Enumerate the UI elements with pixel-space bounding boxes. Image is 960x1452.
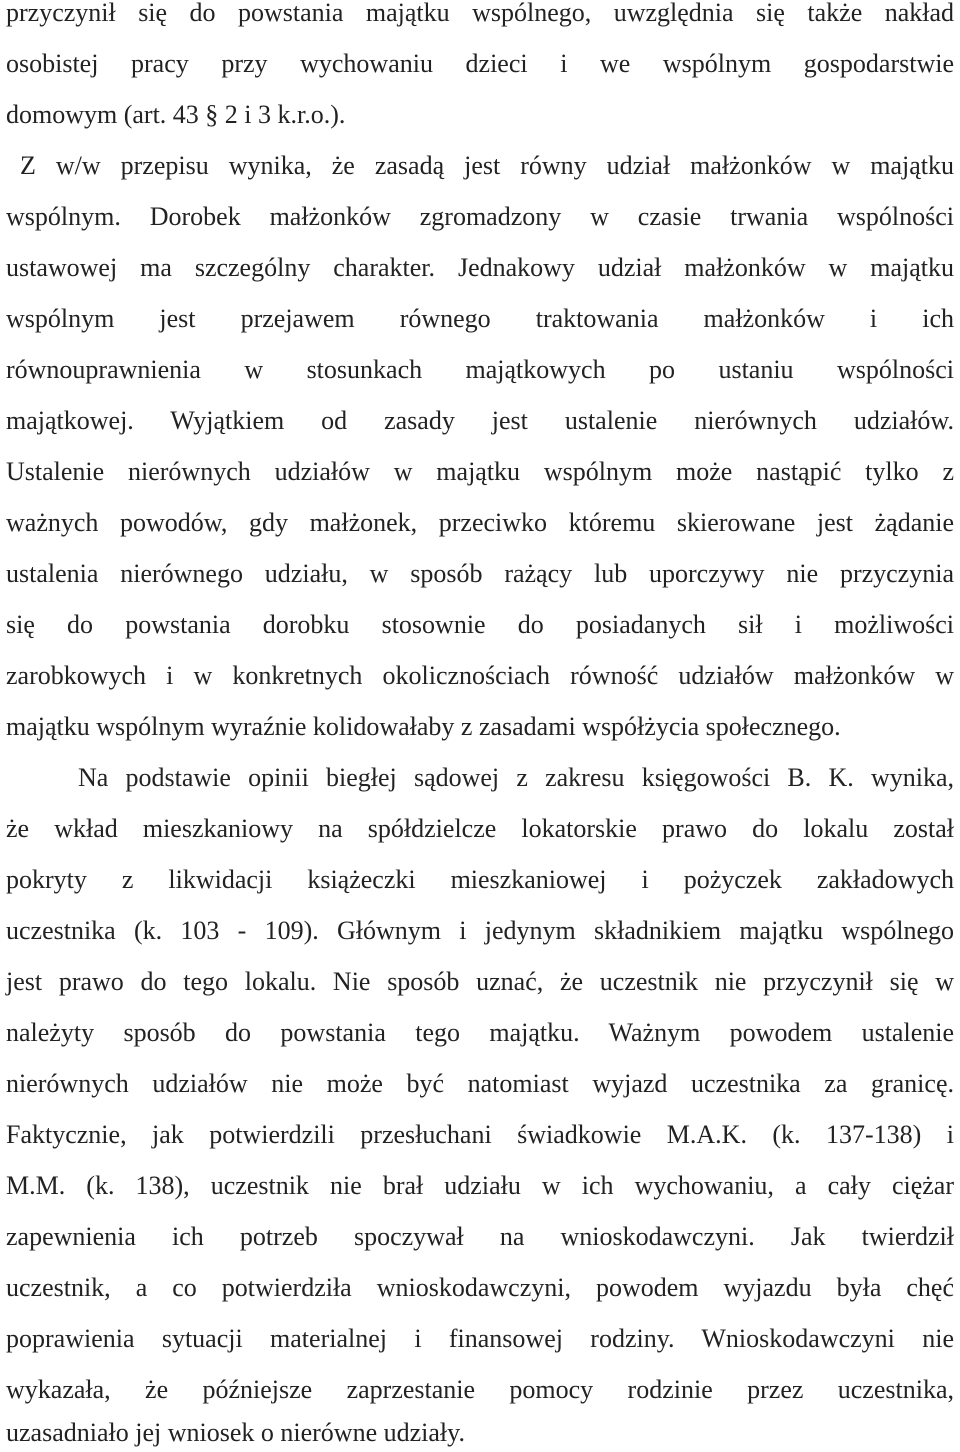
text-line: poprawienia sytuacji materialnej i finansowej rodziny. Wnioskodawczyni nie	[6, 1324, 954, 1353]
text-line: wspólnym jest przejawem równego traktowania małżonków i ich	[6, 304, 954, 333]
text-line: ważnych powodów, gdy małżonek, przeciwko któremu skierowane jest żądanie	[6, 508, 954, 537]
text-line: należyty sposób do powstania tego majątku. Ważnym powodem ustalenie	[6, 1018, 954, 1047]
text-line: zapewnienia ich potrzeb spoczywał na wnioskodawczyni. Jak twierdził	[6, 1222, 954, 1251]
text-line: jest prawo do tego lokalu. Nie sposób uznać, że uczestnik nie przyczynił się w	[6, 967, 954, 996]
text-line: Z w/w przepisu wynika, że zasadą jest równy udział małżonków w majątku	[20, 151, 954, 180]
text-line: równouprawnienia w stosunkach majątkowych po ustaniu wspólności	[6, 355, 954, 384]
text-line: M.M. (k. 138), uczestnik nie brał udziału w ich wychowaniu, a cały ciężar	[6, 1171, 954, 1200]
text-line: Faktycznie, jak potwierdzili przesłuchani świadkowie M.A.K. (k. 137-138) i	[6, 1120, 954, 1149]
text-line: się do powstania dorobku stosownie do posiadanych sił i możliwości	[6, 610, 954, 639]
text-line: ustalenia nierównego udziału, w sposób rażący lub uporczywy nie przyczynia	[6, 559, 954, 588]
text-line: domowym (art. 43 § 2 i 3 k.r.o.).	[6, 100, 346, 129]
text-line: wykazała, że późniejsze zaprzestanie pomocy rodzinie przez uczestnika,	[6, 1375, 954, 1404]
text-line: majątkowej. Wyjątkiem od zasady jest ustalenie nierównych udziałów.	[6, 406, 954, 435]
text-line: uczestnika (k. 103 - 109). Głównym i jedynym składnikiem majątku wspólnego	[6, 916, 954, 945]
text-line: uzasadniało jej wniosek o nierówne udziały.	[6, 1418, 465, 1447]
text-line: nierównych udziałów nie może być natomiast wyjazd uczestnika za granicę.	[6, 1069, 954, 1098]
text-line: majątku wspólnym wyraźnie kolidowałaby z zasadami współżycia społecznego.	[6, 712, 841, 741]
text-line: Ustalenie nierównych udziałów w majątku wspólnym może nastąpić tylko z	[6, 457, 954, 486]
text-line: że wkład mieszkaniowy na spółdzielcze lokatorskie prawo do lokalu został	[6, 814, 954, 843]
text-line: pokryty z likwidacji książeczki mieszkaniowej i pożyczek zakładowych	[6, 865, 954, 894]
text-line: ustawowej ma szczególny charakter. Jednakowy udział małżonków w majątku	[6, 253, 954, 282]
text-line: osobistej pracy przy wychowaniu dzieci i we wspólnym gospodarstwie	[6, 49, 954, 78]
text-line: zarobkowych i w konkretnych okolicznościach równość udziałów małżonków w	[6, 661, 954, 690]
text-line: przyczynił się do powstania majątku wspólnego, uwzględnia się także nakład	[6, 0, 954, 27]
text-line: wspólnym. Dorobek małżonków zgromadzony w czasie trwania wspólności	[6, 202, 954, 231]
text-line: uczestnik, a co potwierdziła wnioskodawczyni, powodem wyjazdu była chęć	[6, 1273, 954, 1302]
text-line: Na podstawie opinii biegłej sądowej z zakresu księgowości B. K. wynika,	[78, 763, 954, 792]
